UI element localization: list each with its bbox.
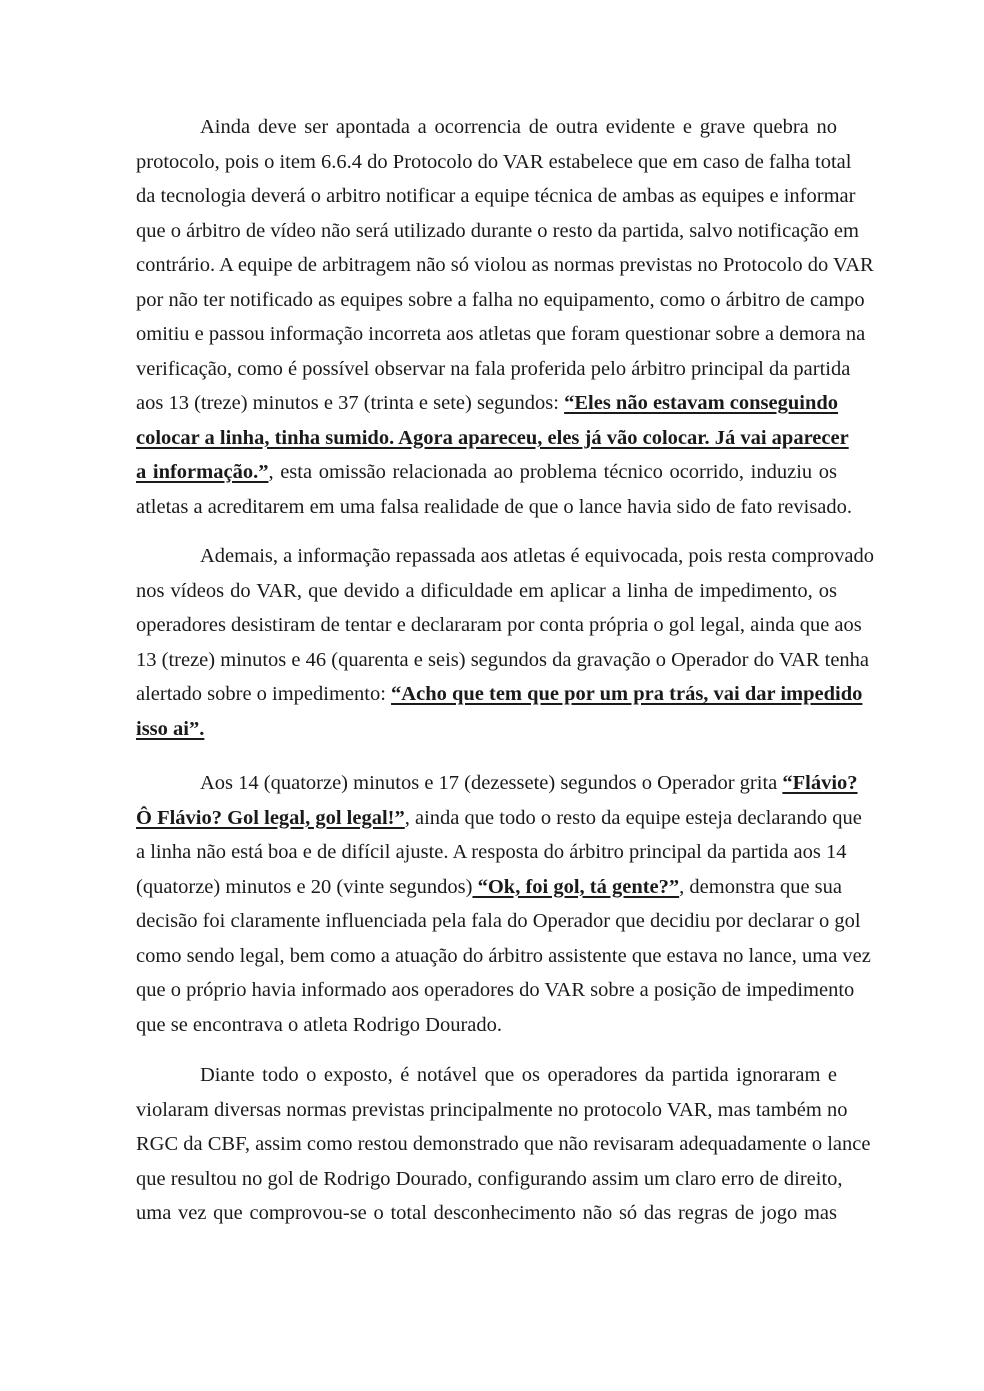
text-line (136, 712, 837, 747)
text-line: Aos 14 (quatorze) minutos e 17 (dezessete) segundos o Operador grita “Flávio? (200, 772, 858, 794)
text-line: que se encontrava o atleta Rodrigo Dourado. (136, 1013, 503, 1036)
text-line: uma vez que comprovou-se o total desconhecimento não só das regras de jogo mas (136, 1202, 837, 1224)
text-line: aos 13 (treze) minutos e 37 (trinta e sete) segundos: “Eles não estavam conseguindo (136, 392, 839, 414)
paragraph-1 (136, 110, 874, 524)
text-line: contrário. A equipe de arbitragem não só violou as normas previstas no Protocolo do VAR (136, 254, 874, 276)
quote: Ô Flávio? Gol legal, gol legal!” (136, 806, 405, 829)
text-line: por não ter notificado as equipes sobre a falha no equipamento, como o árbitro de campo (136, 288, 865, 311)
text-line: RGC da CBF, assim como restou demonstrado que não revisaram adequadamente o lance (136, 1133, 871, 1155)
text-line: Ô Flávio? Gol legal, gol legal!”, ainda que todo o resto da equipe esteja declarando que (136, 806, 862, 829)
text-line: decisão foi claramente influenciada pela fala do Operador que decidiu por declarar o gol (136, 910, 861, 932)
text-line: atletas a acreditarem em uma falsa realidade de que o lance havia sido de fato revisado. (136, 495, 853, 518)
paragraph-3 (136, 766, 871, 1042)
quote: “Flávio? (782, 772, 858, 794)
text-line: omitiu e passou informação incorreta aos atletas que foram questionar sobre a demora na (136, 323, 866, 345)
text-line: que o árbitro de vídeo não será utilizado durante o resto da partida, salvo notificação em (136, 219, 859, 242)
text-line: Diante todo o exposto, é notável que os operadores da partida ignoraram e (200, 1064, 837, 1086)
paragraph-2 (136, 539, 874, 746)
quote: a informação.” (136, 461, 269, 483)
quote: isso ai”. (136, 717, 205, 740)
text-line: 13 (treze) minutos e 46 (quarenta e seis) segundos da gravação o Operador do VAR tenha (136, 648, 870, 671)
quote: “Acho que tem que por um pra trás, vai dar impedido (391, 683, 863, 705)
text-line (136, 421, 849, 456)
text-line: que o próprio havia informado aos operadores do VAR sobre a posição de impedimento (136, 979, 855, 1001)
text-line: da tecnologia deverá o arbitro notificar a equipe técnica de ambas as equipes e informar (136, 185, 856, 207)
text-line: Ademais, a informação repassada aos atletas é equivocada, pois resta comprovado (200, 545, 874, 567)
text-line: (quatorze) minutos e 20 (vinte segundos) “Ok, foi gol, tá gente?”, demonstra que sua (136, 875, 842, 898)
text-line: que resultou no gol de Rodrigo Dourado, configurando assim um claro erro de direito, (136, 1167, 843, 1190)
text-line: a linha não está boa e de difícil ajuste. A resposta do árbitro principal da partida aos 14 (136, 841, 847, 863)
text-line: alertado sobre o impedimento: “Acho que tem que por um pra trás, vai dar impedido (136, 683, 863, 705)
text-line: violaram diversas normas previstas principalmente no protocolo VAR, mas também no (136, 1098, 848, 1121)
text-line: protocolo, pois o item 6.6.4 do Protocolo do VAR estabelece que em caso de falha total (136, 150, 852, 173)
text-line: Ainda deve ser apontada a ocorrencia de outra evidente e grave quebra no (200, 116, 837, 138)
quote: colocar a linha, tinha sumido. Agora apareceu, eles já vão colocar. Já vai aparecer (136, 426, 849, 449)
text-line: como sendo legal, bem como a atuação do árbitro assistente que estava no lance, uma vez (136, 944, 871, 967)
text-line: verificação, como é possível observar na fala proferida pelo árbitro principal da partida (136, 357, 851, 380)
text-line: a informação.”, esta omissão relacionada ao problema técnico ocorrido, induziu os (136, 461, 837, 483)
text-line: operadores desistiram de tentar e declararam por conta própria o gol legal, ainda que aos (136, 614, 862, 636)
paragraph-4 (136, 1058, 871, 1231)
quote: “Ok, foi gol, tá gente?” (472, 875, 680, 898)
text-line: nos vídeos do VAR, que devido a dificuldade em aplicar a linha de impedimento, os (136, 579, 837, 602)
quote: “Eles não estavam conseguindo (564, 392, 839, 414)
